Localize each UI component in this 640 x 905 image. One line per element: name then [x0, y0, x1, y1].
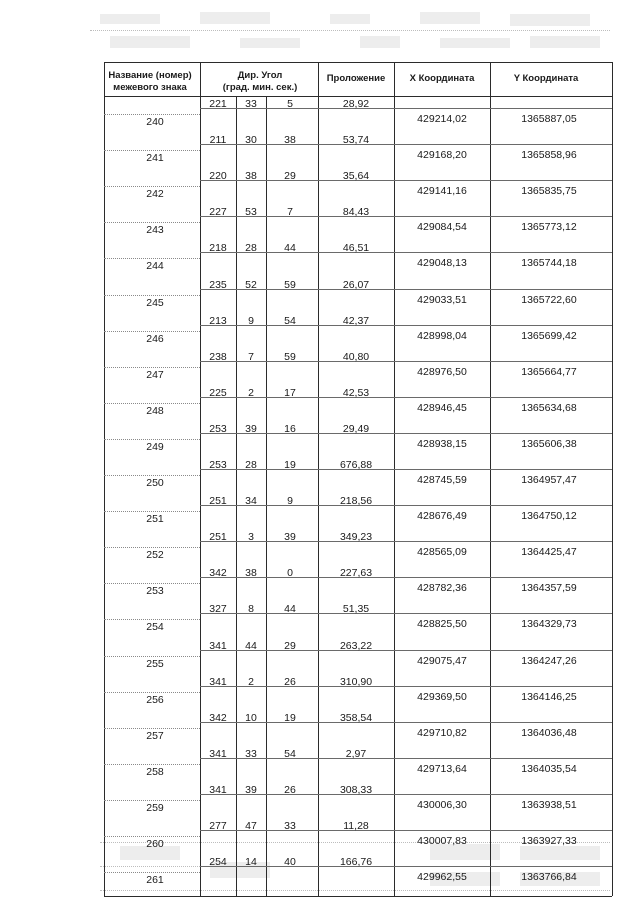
point-name: 251: [146, 513, 164, 526]
point-y-coordinate: 1365858,96: [521, 149, 577, 162]
segment-degrees: 213: [209, 314, 227, 327]
name-row-border: [104, 619, 200, 620]
point-name: 254: [146, 621, 164, 634]
segment-degrees: 253: [209, 459, 227, 471]
point-y-coordinate: 1364357,59: [521, 582, 577, 595]
point-row-border: [394, 686, 612, 687]
segment-seconds: 0: [287, 567, 293, 580]
name-row-border: [104, 836, 200, 837]
segment-degrees: 341: [209, 783, 227, 796]
header-angle-line2: (град. мин. сек.): [222, 82, 298, 93]
point-name: 241: [146, 152, 164, 165]
segment-length: 308,33: [339, 783, 373, 796]
segment-degrees: 254: [209, 856, 227, 869]
point-name: 245: [146, 296, 164, 309]
segment-degrees: 341: [209, 639, 227, 652]
segment-minutes: 34: [245, 495, 257, 508]
name-row-border: [104, 114, 200, 115]
point-row-border: [394, 325, 612, 326]
point-y-coordinate: 1364957,47: [521, 474, 577, 487]
point-name: 261: [146, 874, 164, 887]
point-y-coordinate: 1365835,75: [521, 185, 577, 198]
segment-seconds: 38: [284, 134, 296, 147]
point-name: 257: [146, 729, 164, 742]
segment-degrees: 218: [209, 242, 227, 255]
segment-minutes: 8: [248, 603, 254, 616]
segment-length: 42,37: [342, 314, 370, 327]
segment-seconds: 29: [284, 639, 296, 652]
point-name: 256: [146, 693, 164, 706]
point-row-border: [394, 794, 612, 795]
segment-degrees: 342: [209, 567, 227, 580]
point-row-border: [394, 650, 612, 651]
table-header-border: [104, 96, 612, 97]
segment-minutes: 28: [245, 242, 257, 255]
segment-minutes: 38: [245, 567, 257, 580]
segment-seconds: 44: [284, 603, 296, 616]
segment-seconds: 54: [284, 747, 296, 760]
name-row-border: [104, 800, 200, 801]
point-row-border: [394, 289, 612, 290]
table-column-border: [612, 62, 613, 896]
point-name: 258: [146, 765, 164, 778]
segment-degrees: 221: [209, 98, 227, 110]
segment-length: 26,07: [342, 278, 370, 291]
point-x-coordinate: 429141,16: [417, 185, 467, 198]
point-row-border: [394, 830, 612, 831]
name-row-border: [104, 872, 200, 873]
segment-degrees: 251: [209, 531, 227, 544]
point-name: 255: [146, 657, 164, 670]
segment-length: 310,90: [339, 675, 373, 688]
segment-length: 227,63: [339, 567, 373, 580]
point-row-border: [394, 577, 612, 578]
point-name: 249: [146, 440, 164, 453]
segment-length: 35,64: [342, 170, 370, 183]
table-bottom-border: [104, 896, 612, 897]
segment-length: 676,88: [339, 459, 373, 471]
point-x-coordinate: 428782,36: [417, 582, 467, 595]
point-row-border: [394, 397, 612, 398]
name-row-border: [104, 367, 200, 368]
point-y-coordinate: 1365722,60: [521, 293, 577, 306]
segment-length: 349,23: [339, 531, 373, 544]
name-row-border: [104, 186, 200, 187]
point-row-border: [394, 722, 612, 723]
point-x-coordinate: 429168,20: [417, 149, 467, 162]
point-name: 248: [146, 404, 164, 417]
point-x-coordinate: 428938,15: [417, 437, 467, 450]
header-x: X Координата: [409, 73, 475, 84]
name-row-border: [104, 150, 200, 151]
name-row-border: [104, 475, 200, 476]
segment-degrees: 225: [209, 386, 227, 399]
header-y: Y Координата: [513, 73, 579, 84]
point-y-coordinate: 1364247,26: [521, 654, 577, 667]
point-name: 259: [146, 801, 164, 814]
segment-seconds: 5: [287, 98, 293, 110]
point-y-coordinate: 1363938,51: [521, 798, 577, 811]
point-x-coordinate: 429075,47: [417, 654, 467, 667]
segment-length: 53,74: [342, 134, 370, 147]
segment-length: 46,51: [342, 242, 370, 255]
name-row-border: [104, 403, 200, 404]
point-y-coordinate: 1364750,12: [521, 510, 577, 523]
name-row-border: [104, 258, 200, 259]
point-x-coordinate: 430006,30: [417, 798, 467, 811]
point-x-coordinate: 428998,04: [417, 329, 467, 342]
point-y-coordinate: 1364329,73: [521, 618, 577, 631]
segment-minutes: 33: [245, 747, 257, 760]
name-row-border: [104, 222, 200, 223]
point-name: 253: [146, 585, 164, 598]
name-row-border: [104, 728, 200, 729]
segment-minutes: 28: [245, 459, 257, 471]
segment-minutes: 53: [245, 206, 257, 219]
point-x-coordinate: 428676,49: [417, 510, 467, 523]
name-row-border: [104, 331, 200, 332]
point-row-border: [394, 252, 612, 253]
segment-length: 11,28: [343, 820, 369, 832]
point-name: 260: [146, 838, 164, 851]
segment-degrees: 341: [209, 675, 227, 688]
header-length: Проложение: [326, 73, 386, 84]
name-row-border: [104, 692, 200, 693]
point-x-coordinate: 429084,54: [417, 221, 467, 234]
point-x-coordinate: 428946,45: [417, 401, 467, 414]
segment-minutes: 14: [245, 856, 257, 869]
segment-seconds: 33: [284, 820, 296, 832]
segment-seconds: 16: [284, 422, 296, 435]
point-row-border: [394, 541, 612, 542]
segment-seconds: 26: [284, 675, 296, 688]
segment-seconds: 26: [284, 783, 296, 796]
segment-minutes: 9: [248, 314, 254, 327]
point-x-coordinate: 429713,64: [417, 762, 467, 775]
point-y-coordinate: 1363766,84: [521, 871, 577, 884]
segment-length: 218,56: [339, 495, 373, 508]
point-name: 247: [146, 368, 164, 381]
segment-degrees: 277: [209, 820, 227, 832]
table-column-border: [490, 62, 491, 896]
segment-degrees: 342: [209, 711, 227, 724]
table-top-border: [104, 62, 612, 63]
segment-minutes: 47: [245, 820, 257, 832]
segment-seconds: 59: [284, 278, 296, 291]
segment-minutes: 44: [245, 639, 257, 652]
point-y-coordinate: 1365634,68: [521, 401, 577, 414]
header-angle-line1: Дир. Угол: [237, 70, 283, 81]
point-y-coordinate: 1365699,42: [521, 329, 577, 342]
name-row-border: [104, 439, 200, 440]
segment-minutes: 30: [245, 134, 257, 147]
segment-seconds: 19: [284, 459, 296, 471]
point-y-coordinate: 1364146,25: [521, 690, 577, 703]
point-y-coordinate: 1365606,38: [521, 437, 577, 450]
segment-seconds: 9: [287, 495, 293, 508]
table-column-border: [318, 62, 319, 896]
point-y-coordinate: 1365744,18: [521, 257, 577, 270]
point-x-coordinate: 429048,13: [417, 257, 467, 270]
point-x-coordinate: 429214,02: [417, 113, 467, 126]
point-name: 250: [146, 477, 164, 490]
segment-minutes: 52: [245, 278, 257, 291]
segment-length: 28,92: [342, 98, 370, 110]
point-y-coordinate: 1364036,48: [521, 726, 577, 739]
point-name: 240: [146, 116, 164, 129]
segment-length: 2,97: [345, 747, 367, 760]
point-x-coordinate: 429369,50: [417, 690, 467, 703]
point-x-coordinate: 429962,55: [417, 871, 467, 884]
segment-length: 166,76: [339, 856, 373, 869]
point-x-coordinate: 428565,09: [417, 546, 467, 559]
point-x-coordinate: 428745,59: [417, 474, 467, 487]
point-row-border: [394, 144, 612, 145]
point-name: 252: [146, 549, 164, 562]
point-y-coordinate: 1364035,54: [521, 762, 577, 775]
segment-seconds: 54: [284, 314, 296, 327]
segment-seconds: 44: [284, 242, 296, 255]
segment-length: 42,53: [342, 386, 370, 399]
segment-seconds: 59: [284, 350, 296, 363]
segment-degrees: 235: [209, 278, 227, 291]
point-row-border: [394, 216, 612, 217]
point-y-coordinate: 1365664,77: [521, 365, 577, 378]
segment-minutes: 2: [248, 675, 254, 688]
name-row-border: [104, 764, 200, 765]
point-x-coordinate: 429710,82: [417, 726, 467, 739]
segment-degrees: 238: [209, 350, 227, 363]
point-name: 243: [146, 224, 164, 237]
segment-degrees: 327: [209, 603, 227, 616]
point-row-border: [394, 505, 612, 506]
point-y-coordinate: 1363927,33: [521, 835, 577, 848]
name-row-border: [104, 547, 200, 548]
point-x-coordinate: 428976,50: [417, 365, 467, 378]
segment-seconds: 19: [284, 711, 296, 724]
point-row-border: [394, 866, 612, 867]
point-row-border: [394, 108, 612, 109]
segment-degrees: 341: [209, 747, 227, 760]
name-row-border: [104, 511, 200, 512]
point-name: 246: [146, 332, 164, 345]
segment-length: 40,80: [342, 350, 370, 363]
segment-length: 358,54: [339, 711, 373, 724]
segment-length: 29,49: [342, 422, 370, 435]
segment-degrees: 227: [209, 206, 227, 219]
point-y-coordinate: 1365887,05: [521, 113, 577, 126]
segment-length: 51,35: [342, 603, 370, 616]
name-row-border: [104, 295, 200, 296]
segment-minutes: 39: [245, 422, 257, 435]
point-row-border: [394, 180, 612, 181]
segment-length: 263,22: [339, 639, 373, 652]
point-row-border: [394, 361, 612, 362]
segment-minutes: 7: [248, 350, 254, 363]
segment-seconds: 29: [284, 170, 296, 183]
point-name: 244: [146, 260, 164, 273]
point-y-coordinate: 1365773,12: [521, 221, 577, 234]
segment-degrees: 220: [209, 170, 227, 183]
point-row-border: [394, 758, 612, 759]
segment-seconds: 7: [287, 206, 293, 219]
segment-seconds: 39: [284, 531, 296, 544]
segment-minutes: 39: [245, 783, 257, 796]
segment-minutes: 33: [245, 98, 257, 110]
segment-minutes: 10: [245, 711, 257, 724]
point-x-coordinate: 429033,51: [417, 293, 467, 306]
segment-minutes: 3: [248, 531, 254, 544]
segment-degrees: 211: [209, 134, 227, 147]
point-row-border: [394, 433, 612, 434]
segment-seconds: 17: [284, 386, 296, 399]
segment-degrees: 253: [209, 422, 227, 435]
point-row-border: [394, 613, 612, 614]
table-column-border: [394, 62, 395, 896]
point-x-coordinate: 430007,83: [417, 835, 467, 848]
segment-seconds: 40: [284, 856, 296, 869]
name-row-border: [104, 583, 200, 584]
segment-length: 84,43: [342, 206, 370, 219]
point-name: 242: [146, 188, 164, 201]
point-row-border: [394, 469, 612, 470]
point-y-coordinate: 1364425,47: [521, 546, 577, 559]
segment-minutes: 2: [248, 386, 254, 399]
name-row-border: [104, 656, 200, 657]
segment-minutes: 38: [245, 170, 257, 183]
header-name: Название (номер) межевого знака: [108, 70, 192, 93]
segment-degrees: 251: [209, 495, 227, 508]
point-x-coordinate: 428825,50: [417, 618, 467, 631]
